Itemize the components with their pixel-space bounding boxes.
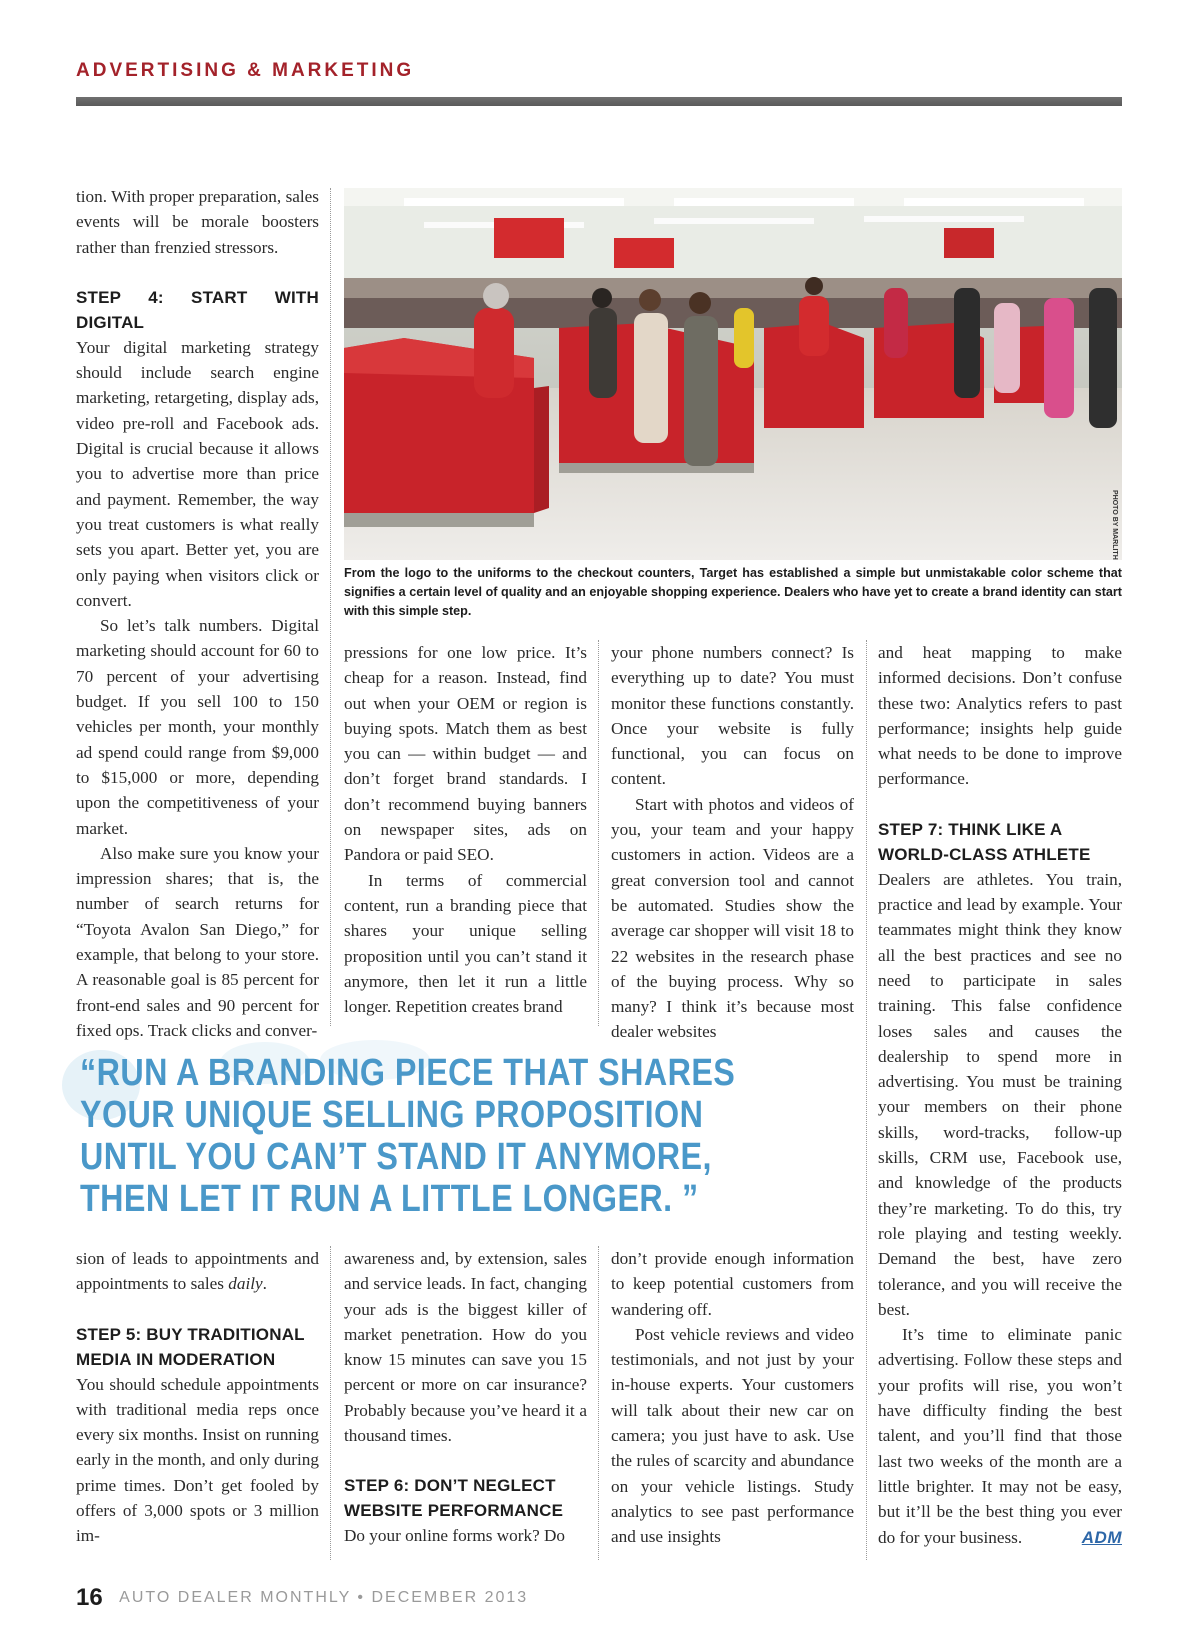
heading-line: STEP 6: DON’T NEGLECT — [344, 1476, 556, 1496]
column-divider — [598, 640, 599, 1026]
heading-step-5 — [76, 1322, 319, 1372]
column-divider — [330, 1246, 331, 1560]
heading-step-4: STEP 4: START WITH DIGITAL — [76, 287, 319, 332]
heading-line: WEBSITE PERFORMANCE — [344, 1501, 564, 1521]
column-1-bottom — [76, 1246, 319, 1549]
paragraph: don’t provide enough information to keep potential customers from wandering off. — [611, 1249, 854, 1319]
paragraph: So let’s talk numbers. Digital marketing should account for 60 to 70 percent of your advertising budget. If you sell 100 to 150 vehicles per month, your monthly ad spend could range from $9,000 to $15,000 or more, depending upon the competitiveness of your market. — [76, 616, 319, 838]
paragraph: Also make sure you know your impression shares; that is, the number of search returns for “Toyota Avalon San Diego,” for example, that belong to your store. A reasonable goal is 85 percent for front-end sales and 90 percent for fixed ops. Track clicks and conver- — [76, 843, 319, 1040]
paragraph: Dealers are athletes. You train, practice and lead by example. Your teammates might think they know all the best practices and see no need to participate in sales training. This false confidence loses sales and causes the dealership to spend more in advertising. You must be training your members on their phone skills, word-tracks, follow-up skills, CRM use, Facebook use, and knowledge of the products they’re marketing. To do this, try role playing and testing weekly. Demand the best, have zero tolerance, and you will receive the best. — [878, 869, 1122, 1319]
paragraph-text: sion of leads to appointments and appointments to sales — [76, 1249, 319, 1294]
punctuation: . — [262, 1274, 267, 1294]
pull-quote: “RUN A BRANDING PIECE THAT SHARES YOUR UNIQUE SELLING PROPOSITION UNTIL YOU CAN’T STAND IT ANYMORE, THEN LET IT RUN A LITTLE LONGER. ” — [80, 1052, 736, 1220]
column-divider — [598, 1246, 599, 1560]
page-footer — [76, 1584, 528, 1612]
heading-line: MEDIA IN MODERATION — [76, 1349, 276, 1369]
checkout-photo — [344, 188, 1122, 560]
paragraph: pressions for one low price. It’s cheap for a reason. Instead, find out when your OEM or region is buying spots. Match them as best you can — within budget — and don’t forget brand standards. I don’t recommend buying banners on newspaper sites, ads on Pandora or paid SEO. — [344, 643, 587, 865]
heading-step-6 — [344, 1473, 587, 1523]
heading-step-7 — [878, 817, 1122, 867]
paragraph: tion. With proper preparation, sales events will be morale boosters rather than frenzied stressors. — [76, 187, 319, 257]
column-1-top — [76, 184, 319, 1043]
paragraph — [878, 1322, 1122, 1550]
heading-line: STEP 7: THINK LIKE A — [878, 819, 1063, 839]
column-4 — [878, 640, 1122, 1550]
paragraph: awareness and, by extension, sales and service leads. In fact, changing your ads is the biggest killer of market penetration. How do you know 15 minutes can save you 15 percent or more on car insurance? Probably because you’ve heard it a thousand times. — [344, 1249, 587, 1446]
section-label: ADVERTISING & MARKETING — [76, 60, 415, 81]
paragraph: Post vehicle reviews and video testimonials, and not just by your in-house experts. Your customers will talk about their new car on camera; you just have to ask. Use the rules of scarcity and abundance on your vehicle listings. Study analytics to see past performance and use insights — [611, 1324, 854, 1547]
column-3-bottom — [611, 1246, 854, 1550]
paragraph: In terms of commercial content, run a branding piece that shares your unique selling proposition until you can’t stand it anymore, then let it run a little longer. Repetition creates brand — [344, 870, 587, 1017]
paragraph: your phone numbers connect? Is everything up to date? You must monitor these functions constantly. Once your website is fully functional, you can focus on content. — [611, 643, 854, 789]
column-2-bottom — [344, 1246, 587, 1549]
photo-caption: From the logo to the uniforms to the checkout counters, Target has established a simple but unmistakable color scheme that signifies a certain level of quality and an enjoyable shopping experience. Dealers who have yet to create a brand identity can start with this simple step. — [344, 566, 1122, 618]
page-number: 16 — [76, 1584, 103, 1611]
header-rule — [76, 97, 1122, 106]
emphasis: daily — [228, 1274, 263, 1294]
publication-line: AUTO DEALER MONTHLY • DECEMBER 2013 — [119, 1589, 529, 1606]
column-divider — [330, 188, 331, 1026]
adm-logo: ADM — [1081, 1527, 1122, 1547]
paragraph — [76, 1246, 319, 1297]
paragraph: and heat mapping to make informed decisions. Don’t confuse these two: Analytics refers to past performance; insights help guide what needs to be done to improve performance. — [878, 643, 1122, 789]
paragraph: Start with photos and videos of you, your team and your happy customers in action. Videos are a great conversion tool and cannot be automated. Studies show the average car shopper will visit 18 to 22 websites in the research phase of the buying process. Why so many? I think it’s because most dealer websites — [611, 794, 854, 1042]
paragraph-text: It’s time to eliminate panic advertising. Follow these steps and your profits will rise, you won’t have difficulty finding the best talent, and you’ll find that those last two weeks of the month are a little brighter. It may not be easy, but it’ll be the best thing you ever do for your business. — [878, 1325, 1122, 1547]
column-3-top — [611, 640, 854, 1045]
heading-line: WORLD-CLASS ATHLETE — [878, 844, 1091, 864]
paragraph: Your digital marketing strategy should include search engine marketing, retargeting, display ads, video pre-roll and Facebook ads. Digital is crucial because it allows you to advertise more than price and payment. Remember, the way you treat customers is what really sets you apart. Better yet, you are only paying when visitors click or convert. — [76, 337, 319, 610]
photo-credit: PHOTO BY MARLITH — [1111, 490, 1118, 560]
column-divider — [866, 640, 867, 1560]
paragraph: You should schedule appointments with traditional media reps once every six months. Insist on running early in the month, and only during prime times. Don’t get fooled by offers of 3,000 spots or 3 million im- — [76, 1374, 319, 1546]
heading-line: STEP 5: BUY TRADITIONAL — [76, 1324, 305, 1344]
paragraph: Do your online forms work? Do — [344, 1526, 566, 1546]
column-2-top — [344, 640, 587, 1019]
